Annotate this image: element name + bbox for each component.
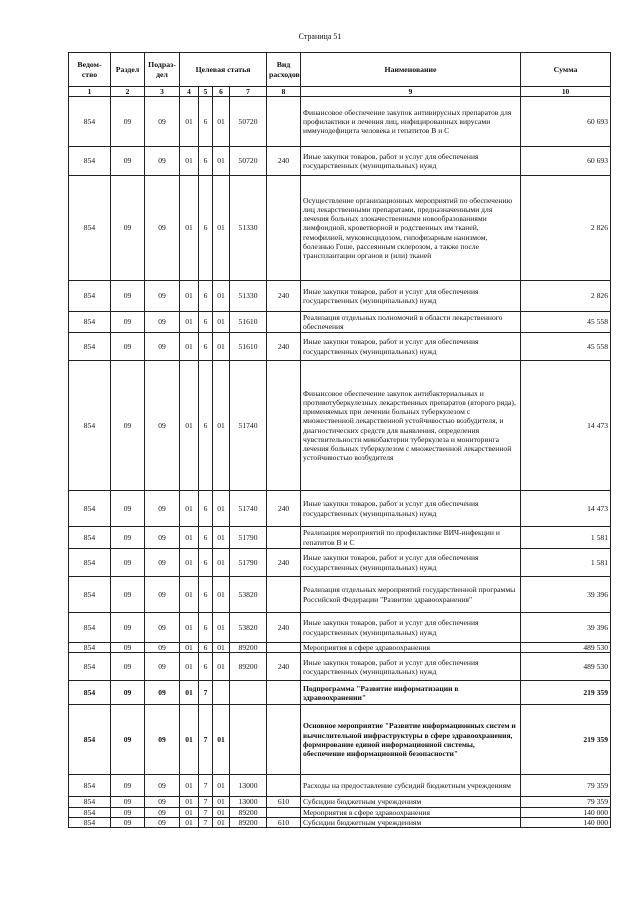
cell-target-activity: 01 bbox=[213, 281, 230, 312]
cell-dept: 854 bbox=[69, 333, 111, 361]
cell-name: Реализация мероприятий по профилактике ВИЧ-инфекции и гепатитов В и С bbox=[301, 527, 521, 549]
column-number: 7 bbox=[230, 87, 267, 97]
header-subsection: Подраз-дел bbox=[145, 53, 180, 87]
header-target: Целевая статья bbox=[180, 53, 267, 87]
cell-name: Финансовое обеспечение закупок антивирусных препаратов для профилактики и лечения лиц, инфицированных вирусами иммунодефицита человека и гепатитов В и С bbox=[301, 97, 521, 147]
cell-target-direction: 51790 bbox=[230, 549, 267, 577]
cell-dept: 854 bbox=[69, 312, 111, 333]
cell-target-subprogram: 6 bbox=[199, 333, 213, 361]
cell-target-subprogram: 6 bbox=[199, 577, 213, 613]
cell-dept: 854 bbox=[69, 775, 111, 797]
cell-name: Субсидии бюджетным учреждениям bbox=[301, 817, 521, 827]
cell-target-direction: 51790 bbox=[230, 527, 267, 549]
cell-name: Иные закупки товаров, работ и услуг для обеспечения государственных (муниципальных) нужд bbox=[301, 281, 521, 312]
cell-subsection: 09 bbox=[145, 797, 180, 807]
column-number: 8 bbox=[267, 87, 301, 97]
cell-target-direction: 51740 bbox=[230, 491, 267, 527]
cell-subsection: 09 bbox=[145, 312, 180, 333]
cell-target-direction: 53820 bbox=[230, 613, 267, 643]
cell-target-direction: 51330 bbox=[230, 281, 267, 312]
cell-target-activity: 01 bbox=[213, 97, 230, 147]
cell-target-activity: 01 bbox=[213, 312, 230, 333]
cell-target-subprogram: 7 bbox=[199, 807, 213, 817]
cell-target-program: 01 bbox=[180, 527, 199, 549]
cell-amount: 39 396 bbox=[521, 577, 611, 613]
cell-target-subprogram: 6 bbox=[199, 176, 213, 281]
cell-dept: 854 bbox=[69, 549, 111, 577]
cell-subsection: 09 bbox=[145, 613, 180, 643]
column-number: 10 bbox=[521, 87, 611, 97]
cell-name: Расходы на предоставление субсидий бюджетным учреждениям bbox=[301, 775, 521, 797]
cell-expense-type bbox=[267, 807, 301, 817]
cell-target-program: 01 bbox=[180, 705, 199, 775]
cell-section: 09 bbox=[111, 147, 145, 176]
cell-target-direction: 89200 bbox=[230, 653, 267, 681]
cell-section: 09 bbox=[111, 281, 145, 312]
column-number: 4 bbox=[180, 87, 199, 97]
cell-section: 09 bbox=[111, 361, 145, 491]
cell-amount: 79 359 bbox=[521, 775, 611, 797]
table-row bbox=[69, 549, 611, 577]
table-row bbox=[69, 705, 611, 775]
cell-target-subprogram: 6 bbox=[199, 281, 213, 312]
cell-target-activity: 01 bbox=[213, 491, 230, 527]
cell-subsection: 09 bbox=[145, 333, 180, 361]
cell-dept: 854 bbox=[69, 681, 111, 705]
column-number: 2 bbox=[111, 87, 145, 97]
table-row bbox=[69, 681, 611, 705]
cell-target-activity: 01 bbox=[213, 807, 230, 817]
header-amount: Сумма bbox=[521, 53, 611, 87]
cell-subsection: 09 bbox=[145, 775, 180, 797]
cell-section: 09 bbox=[111, 613, 145, 643]
cell-subsection: 09 bbox=[145, 681, 180, 705]
table-row bbox=[69, 333, 611, 361]
cell-expense-type: 240 bbox=[267, 491, 301, 527]
cell-target-activity: 01 bbox=[213, 775, 230, 797]
cell-amount: 219 359 bbox=[521, 705, 611, 775]
cell-subsection: 09 bbox=[145, 807, 180, 817]
cell-section: 09 bbox=[111, 176, 145, 281]
cell-section: 09 bbox=[111, 807, 145, 817]
cell-expense-type bbox=[267, 705, 301, 775]
cell-dept: 854 bbox=[69, 643, 111, 653]
cell-amount: 1 581 bbox=[521, 549, 611, 577]
cell-amount: 45 558 bbox=[521, 312, 611, 333]
cell-target-subprogram: 6 bbox=[199, 613, 213, 643]
budget-table bbox=[68, 52, 611, 828]
table-row bbox=[69, 281, 611, 312]
cell-target-program: 01 bbox=[180, 775, 199, 797]
cell-target-subprogram: 7 bbox=[199, 775, 213, 797]
table-row bbox=[69, 613, 611, 643]
cell-target-direction: 51740 bbox=[230, 361, 267, 491]
header-row bbox=[69, 53, 611, 87]
cell-target-activity: 01 bbox=[213, 176, 230, 281]
cell-expense-type bbox=[267, 643, 301, 653]
cell-dept: 854 bbox=[69, 613, 111, 643]
cell-target-program: 01 bbox=[180, 361, 199, 491]
cell-name: Иные закупки товаров, работ и услуг для обеспечения государственных (муниципальных) нужд bbox=[301, 549, 521, 577]
cell-target-subprogram: 6 bbox=[199, 361, 213, 491]
cell-target-activity: 01 bbox=[213, 653, 230, 681]
cell-section: 09 bbox=[111, 549, 145, 577]
cell-target-program: 01 bbox=[180, 797, 199, 807]
cell-name: Реализация отдельных мероприятий государственной программы Российской Федерации "Развитие здравоохранения" bbox=[301, 577, 521, 613]
header-name: Наименование bbox=[301, 53, 521, 87]
column-number: 3 bbox=[145, 87, 180, 97]
column-number-row bbox=[69, 87, 611, 97]
cell-section: 09 bbox=[111, 491, 145, 527]
cell-target-direction: 89200 bbox=[230, 807, 267, 817]
cell-target-program: 01 bbox=[180, 807, 199, 817]
table-row bbox=[69, 312, 611, 333]
cell-target-direction: 13000 bbox=[230, 775, 267, 797]
cell-amount: 140 000 bbox=[521, 817, 611, 827]
cell-name: Мероприятия в сфере здравоохранения bbox=[301, 643, 521, 653]
cell-target-direction: 50720 bbox=[230, 147, 267, 176]
cell-name: Осуществление организационных мероприятий по обеспечению лиц лекарственными препаратами, предназначенными для лечения больных злокачественными новообразованиями лимфоидной, кроветворной и родственных им тканей, гемофилией, муковисцидозом, гипофизарным нанизмом, болезнью Гоше, рассеянным склерозом, а также после трансплантации органов и (или) тканей bbox=[301, 176, 521, 281]
cell-expense-type: 240 bbox=[267, 333, 301, 361]
cell-expense-type: 610 bbox=[267, 817, 301, 827]
cell-dept: 854 bbox=[69, 176, 111, 281]
header-dept: Ведом-ство bbox=[69, 53, 111, 87]
cell-target-activity: 01 bbox=[213, 333, 230, 361]
cell-name: Иные закупки товаров, работ и услуг для обеспечения государственных (муниципальных) нужд bbox=[301, 613, 521, 643]
table-row bbox=[69, 807, 611, 817]
cell-amount: 39 396 bbox=[521, 613, 611, 643]
cell-target-program: 01 bbox=[180, 653, 199, 681]
cell-target-program: 01 bbox=[180, 681, 199, 705]
cell-dept: 854 bbox=[69, 527, 111, 549]
table-row bbox=[69, 653, 611, 681]
table-row bbox=[69, 797, 611, 807]
column-number: 5 bbox=[199, 87, 213, 97]
cell-dept: 854 bbox=[69, 817, 111, 827]
cell-dept: 854 bbox=[69, 705, 111, 775]
cell-expense-type bbox=[267, 97, 301, 147]
cell-target-program: 01 bbox=[180, 281, 199, 312]
cell-target-direction: 51610 bbox=[230, 312, 267, 333]
table-row bbox=[69, 176, 611, 281]
cell-expense-type: 240 bbox=[267, 653, 301, 681]
cell-amount: 2 826 bbox=[521, 281, 611, 312]
cell-target-activity: 01 bbox=[213, 527, 230, 549]
cell-subsection: 09 bbox=[145, 281, 180, 312]
cell-target-subprogram: 6 bbox=[199, 312, 213, 333]
cell-name: Реализация отдельных полномочий в области лекарственного обеспечения bbox=[301, 312, 521, 333]
cell-name: Финансовое обеспечение закупок антибактериальных и противотуберкулезных лекарственных препаратов (второго ряда), применяемых при лечении больных туберкулезом с множественной лекарственной устойчивостью возбудителя, и диагностических средств для выявления, определения чувствительности микобактерии туберкулеза и мониторинга лечения больных туберкулезом с множественной лекарственной устойчивостью возбудителя bbox=[301, 361, 521, 491]
cell-target-activity: 01 bbox=[213, 643, 230, 653]
cell-expense-type: 240 bbox=[267, 549, 301, 577]
cell-subsection: 09 bbox=[145, 549, 180, 577]
cell-target-direction: 13000 bbox=[230, 797, 267, 807]
cell-target-direction: 51610 bbox=[230, 333, 267, 361]
cell-name: Субсидии бюджетным учреждениям bbox=[301, 797, 521, 807]
cell-subsection: 09 bbox=[145, 361, 180, 491]
cell-target-activity: 01 bbox=[213, 577, 230, 613]
cell-target-subprogram: 6 bbox=[199, 97, 213, 147]
cell-section: 09 bbox=[111, 333, 145, 361]
cell-amount: 14 473 bbox=[521, 361, 611, 491]
cell-section: 09 bbox=[111, 577, 145, 613]
cell-name: Иные закупки товаров, работ и услуг для обеспечения государственных (муниципальных) нужд bbox=[301, 653, 521, 681]
cell-target-direction: 51330 bbox=[230, 176, 267, 281]
cell-target-activity: 01 bbox=[213, 147, 230, 176]
cell-target-activity bbox=[213, 681, 230, 705]
table-row bbox=[69, 775, 611, 797]
cell-target-subprogram: 7 bbox=[199, 817, 213, 827]
cell-target-subprogram: 6 bbox=[199, 491, 213, 527]
table-row bbox=[69, 817, 611, 827]
cell-dept: 854 bbox=[69, 281, 111, 312]
cell-expense-type: 240 bbox=[267, 613, 301, 643]
cell-amount: 489 530 bbox=[521, 643, 611, 653]
cell-amount: 60 693 bbox=[521, 97, 611, 147]
cell-section: 09 bbox=[111, 705, 145, 775]
cell-target-program: 01 bbox=[180, 333, 199, 361]
cell-target-activity: 01 bbox=[213, 613, 230, 643]
cell-target-subprogram: 6 bbox=[199, 527, 213, 549]
table-row bbox=[69, 361, 611, 491]
cell-target-program: 01 bbox=[180, 549, 199, 577]
cell-amount: 45 558 bbox=[521, 333, 611, 361]
cell-expense-type bbox=[267, 361, 301, 491]
cell-amount: 79 359 bbox=[521, 797, 611, 807]
cell-subsection: 09 bbox=[145, 527, 180, 549]
cell-target-subprogram: 6 bbox=[199, 549, 213, 577]
cell-subsection: 09 bbox=[145, 176, 180, 281]
cell-target-direction: 50720 bbox=[230, 97, 267, 147]
cell-subsection: 09 bbox=[145, 643, 180, 653]
cell-expense-type bbox=[267, 577, 301, 613]
cell-target-program: 01 bbox=[180, 147, 199, 176]
cell-name: Иные закупки товаров, работ и услуг для обеспечения государственных (муниципальных) нужд bbox=[301, 147, 521, 176]
cell-dept: 854 bbox=[69, 147, 111, 176]
cell-target-subprogram: 6 bbox=[199, 653, 213, 681]
cell-amount: 489 530 bbox=[521, 653, 611, 681]
cell-amount: 140 000 bbox=[521, 807, 611, 817]
cell-dept: 854 bbox=[69, 361, 111, 491]
cell-target-program: 01 bbox=[180, 312, 199, 333]
cell-target-subprogram: 7 bbox=[199, 705, 213, 775]
cell-section: 09 bbox=[111, 653, 145, 681]
cell-target-activity: 01 bbox=[213, 705, 230, 775]
cell-expense-type: 240 bbox=[267, 281, 301, 312]
cell-target-program: 01 bbox=[180, 643, 199, 653]
cell-dept: 854 bbox=[69, 97, 111, 147]
cell-target-program: 01 bbox=[180, 491, 199, 527]
cell-target-subprogram: 6 bbox=[199, 147, 213, 176]
cell-name: Иные закупки товаров, работ и услуг для обеспечения государственных (муниципальных) нужд bbox=[301, 333, 521, 361]
cell-amount: 14 473 bbox=[521, 491, 611, 527]
cell-subsection: 09 bbox=[145, 653, 180, 681]
cell-name: Подпрограмма "Развитие информатизации в здравоохранении" bbox=[301, 681, 521, 705]
cell-target-subprogram: 6 bbox=[199, 643, 213, 653]
cell-subsection: 09 bbox=[145, 577, 180, 613]
cell-target-program: 01 bbox=[180, 577, 199, 613]
cell-section: 09 bbox=[111, 681, 145, 705]
cell-expense-type bbox=[267, 681, 301, 705]
cell-dept: 854 bbox=[69, 807, 111, 817]
cell-section: 09 bbox=[111, 312, 145, 333]
cell-target-program: 01 bbox=[180, 176, 199, 281]
cell-target-direction: 53820 bbox=[230, 577, 267, 613]
table-row bbox=[69, 577, 611, 613]
cell-section: 09 bbox=[111, 527, 145, 549]
table-row bbox=[69, 97, 611, 147]
cell-subsection: 09 bbox=[145, 491, 180, 527]
cell-target-direction bbox=[230, 681, 267, 705]
cell-name: Основное мероприятие "Развитие информационных систем и вычислительной инфраструктуры в сфере здравоохранения, формирование единой информационной системы, обеспечение информационной безопасности" bbox=[301, 705, 521, 775]
cell-expense-type bbox=[267, 176, 301, 281]
cell-dept: 854 bbox=[69, 577, 111, 613]
cell-dept: 854 bbox=[69, 797, 111, 807]
cell-dept: 854 bbox=[69, 491, 111, 527]
cell-target-direction: 89200 bbox=[230, 643, 267, 653]
cell-amount: 2 826 bbox=[521, 176, 611, 281]
cell-target-subprogram: 7 bbox=[199, 797, 213, 807]
cell-target-subprogram: 7 bbox=[199, 681, 213, 705]
cell-expense-type: 610 bbox=[267, 797, 301, 807]
cell-name: Иные закупки товаров, работ и услуг для обеспечения государственных (муниципальных) нужд bbox=[301, 491, 521, 527]
cell-subsection: 09 bbox=[145, 705, 180, 775]
cell-target-activity: 01 bbox=[213, 549, 230, 577]
page-number: Страница 51 bbox=[298, 32, 342, 41]
column-number: 6 bbox=[213, 87, 230, 97]
cell-target-direction: 89200 bbox=[230, 817, 267, 827]
cell-expense-type bbox=[267, 527, 301, 549]
cell-expense-type bbox=[267, 775, 301, 797]
table-row bbox=[69, 527, 611, 549]
cell-section: 09 bbox=[111, 817, 145, 827]
table-row bbox=[69, 643, 611, 653]
table-row bbox=[69, 147, 611, 176]
column-number: 9 bbox=[301, 87, 521, 97]
cell-dept: 854 bbox=[69, 653, 111, 681]
cell-amount: 1 581 bbox=[521, 527, 611, 549]
cell-section: 09 bbox=[111, 775, 145, 797]
cell-section: 09 bbox=[111, 97, 145, 147]
cell-expense-type bbox=[267, 312, 301, 333]
header-section: Раздел bbox=[111, 53, 145, 87]
cell-section: 09 bbox=[111, 643, 145, 653]
cell-amount: 60 693 bbox=[521, 147, 611, 176]
cell-expense-type: 240 bbox=[267, 147, 301, 176]
cell-section: 09 bbox=[111, 797, 145, 807]
column-number: 1 bbox=[69, 87, 111, 97]
cell-target-direction bbox=[230, 705, 267, 775]
cell-target-activity: 01 bbox=[213, 361, 230, 491]
cell-target-program: 01 bbox=[180, 613, 199, 643]
cell-target-program: 01 bbox=[180, 817, 199, 827]
cell-subsection: 09 bbox=[145, 817, 180, 827]
cell-amount: 219 359 bbox=[521, 681, 611, 705]
cell-subsection: 09 bbox=[145, 97, 180, 147]
cell-name: Мероприятия в сфере здравоохранения bbox=[301, 807, 521, 817]
cell-target-activity: 01 bbox=[213, 797, 230, 807]
cell-subsection: 09 bbox=[145, 147, 180, 176]
cell-target-program: 01 bbox=[180, 97, 199, 147]
table-row bbox=[69, 491, 611, 527]
header-expense-type: Вид расходов bbox=[267, 53, 301, 87]
cell-target-activity: 01 bbox=[213, 817, 230, 827]
